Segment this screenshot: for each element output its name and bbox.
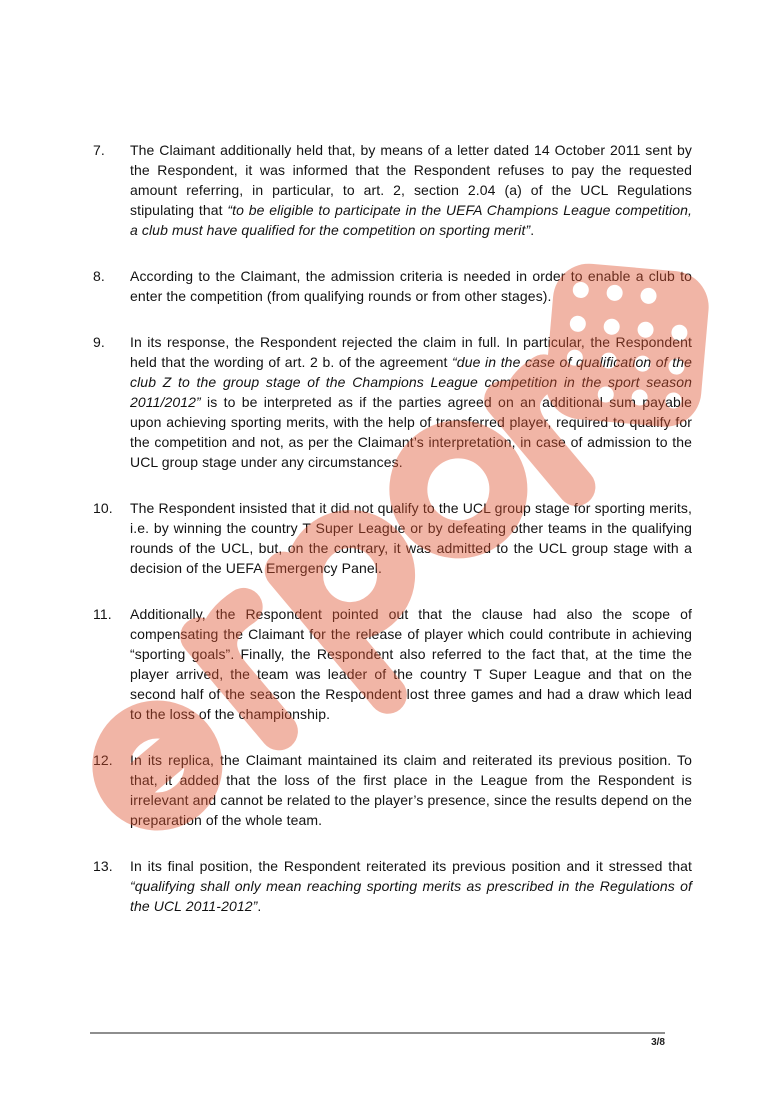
paragraph-number: 13. (93, 858, 113, 874)
paragraph-item (93, 604, 692, 724)
paragraph-text: In its response, the Respondent rejected the claim in full. In particular, the Respondent held that the wording of art. 2 b. of the agreement “due in the case of qualification of the club Z to the group stage of the Champions League competition in the sport season 2011/2012” is to be interpreted as if the parties agreed on an additional sum payable upon achieving sporting merits, with the help of transferred player, required to qualify for the competition and not, as per the Claimant’s interpretation, in case of admission to the UCL group stage under any circumstances. (130, 334, 692, 470)
paragraph-text: The Respondent insisted that it did not qualify to the UCL group stage for sporting merits, i.e. by winning the country T Super League or by defeating other teams in the qualifying rounds of the UCL, but, on the contrary, it was admitted to the UCL group stage with a decision of the UEFA Emergency Panel. (130, 500, 692, 576)
paragraph-text: In its replica, the Claimant maintained its claim and reiterated its previous position. To that, it added that the loss of the first place in the League from the Respondent is irrelevant and cannot be related to the player’s presence, since the results depend on the preparation of the whole team. (130, 752, 692, 828)
paragraph-item (93, 750, 692, 830)
paragraph-item (93, 498, 692, 578)
paragraph-text: Additionally, the Respondent pointed out that the clause had also the scope of compensating the Claimant for the release of player which could contribute in achieving “sporting goals”. Finally, the Respondent also referred to the fact that, at the time the player arrived, the team was leader of the country T Super League and that on the second half of the season the Respondent lost three games and had a draw which lead to the loss of the championship. (130, 606, 692, 722)
paragraph-number: 11. (93, 606, 112, 622)
paragraph-number: 12. (93, 752, 113, 768)
paragraph-item (93, 332, 692, 472)
paragraph-text: In its final position, the Respondent reiterated its previous position and it stressed that “qualifying shall only mean reaching sporting merits as prescribed in the Regulations of the UCL 2011-2012”. (130, 858, 692, 914)
page-number: 3/8 (651, 1037, 665, 1048)
paragraph-number: 7. (93, 142, 105, 158)
footer-rule (90, 1032, 665, 1034)
paragraph-item (93, 140, 692, 240)
paragraph-number: 10. (93, 500, 113, 516)
paragraph-number: 9. (93, 334, 105, 350)
paragraph-item (93, 266, 692, 306)
paragraph-list (93, 140, 692, 942)
paragraph-item (93, 856, 692, 916)
paragraph-text: The Claimant additionally held that, by means of a letter dated 14 October 2011 sent by the Respondent, it was informed that the Respondent refuses to pay the requested amount referring, in particular, to art. 2, section 2.04 (a) of the UCL Regulations stipulating that “to be eligible to participate in the UEFA Champions League competition, a club must have qualified for the competition on sporting merit”. (130, 142, 692, 238)
paragraph-number: 8. (93, 268, 105, 284)
paragraph-text: According to the Claimant, the admission criteria is needed in order to enable a club to enter the competition (from qualifying rounds or from other stages). (130, 268, 692, 304)
